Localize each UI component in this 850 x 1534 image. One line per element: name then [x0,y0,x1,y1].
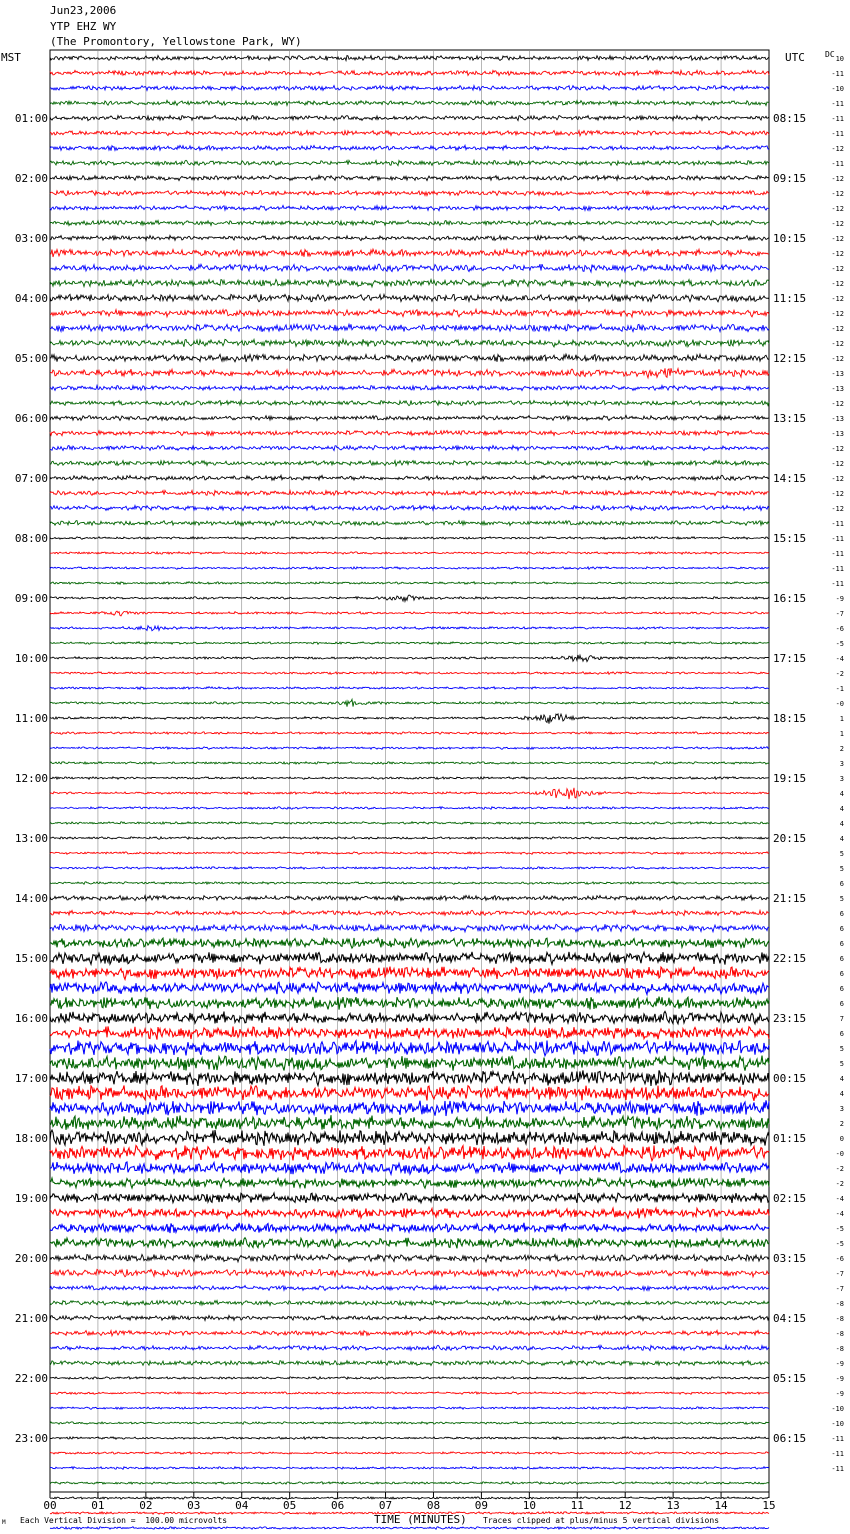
seismic-trace [50,1238,769,1249]
dc-offset-value: 6 [839,880,844,888]
seismic-trace [50,1392,769,1395]
dc-offset-value: -9 [835,1375,844,1383]
hour-label-mst: 17:00 [14,1072,48,1085]
x-tick-label: 14 [714,1499,728,1512]
hour-label-mst: 19:00 [14,1192,48,1205]
dc-offset-value: -11 [831,115,844,123]
seismic-trace [50,1301,769,1306]
hour-label-utc: 08:15 [773,112,807,125]
seismic-trace [50,1452,769,1455]
hour-label-mst: 09:00 [14,592,48,605]
seismic-trace [50,537,769,540]
corner-mark: M [2,1519,6,1526]
dc-offset-value: -11 [831,160,844,168]
x-axis-label: TIME (MINUTES) [374,1513,467,1526]
dc-offset-value: -12 [831,235,844,243]
seismic-trace [50,1026,769,1039]
dc-offset-value: -12 [831,175,844,183]
hour-label-mst: 21:00 [14,1312,48,1325]
hour-label-mst: 04:00 [14,292,48,305]
seismic-trace [50,1482,769,1485]
dc-offset-value: -11 [831,565,844,573]
hour-label-mst: 20:00 [14,1252,48,1265]
seismic-trace [50,714,769,724]
dc-offset-value: 6 [839,1030,844,1038]
hour-label-mst: 06:00 [14,412,48,425]
dc-offset-value: 4 [839,835,844,843]
seismic-trace [50,699,769,706]
dc-offset-value: 7 [839,1015,844,1023]
seismic-trace [50,506,769,511]
dc-offset-value: 4 [839,820,844,828]
dc-offset-value: -12 [831,250,844,258]
seismic-trace [50,867,769,870]
dc-offset-value: 5 [839,850,844,858]
seismic-trace [50,910,769,915]
seismic-trace [50,642,769,645]
hour-label-utc: 21:15 [773,892,807,905]
hour-label-utc: 04:15 [773,1312,807,1325]
seismic-trace [50,324,769,332]
seismic-trace [50,822,769,825]
seismic-trace [50,626,769,631]
dc-offset-value: 3 [839,775,844,783]
seismic-trace [50,567,769,570]
seismic-trace [50,837,769,840]
dc-offset-value: -13 [831,415,844,423]
seismic-trace [50,1286,769,1291]
left-timezone-label: MST [1,51,21,64]
dc-offset-value: 4 [839,790,844,798]
dc-offset-value: -8 [835,1345,844,1353]
seismic-trace [50,1178,769,1188]
seismic-trace [50,1146,769,1161]
station-name: YTP EHZ WY [50,20,117,33]
hour-label-mst: 14:00 [14,892,48,905]
seismic-trace [50,672,769,675]
seismic-trace [50,1115,769,1130]
dc-offset-value: 4 [839,805,844,813]
dc-offset-value: 4 [839,1075,844,1083]
seismic-trace [50,1041,769,1056]
dc-offset-value: -12 [831,190,844,198]
seismic-trace [50,339,769,347]
dc-offset-value: -12 [831,475,844,483]
dc-offset-value: 3 [839,760,844,768]
dc-offset-value: -10 [831,85,844,93]
seismic-trace [50,582,769,585]
hour-label-utc: 01:15 [773,1132,807,1145]
dc-offset-value: -1 [835,685,844,693]
right-timezone-label: UTC [785,51,805,64]
dc-offset-value: -10 [831,1405,844,1413]
seismic-trace [50,1130,769,1146]
seismic-trace [50,431,769,436]
seismic-trace [50,1497,769,1500]
seismic-trace [50,1011,769,1023]
seismic-trace [50,895,769,900]
seismic-trace [50,1056,769,1071]
dc-offset-value: 6 [839,910,844,918]
dc-offset-value: -2 [835,670,844,678]
seismic-trace [50,56,769,61]
dc-offset-value: -11 [831,100,844,108]
hour-label-mst: 23:00 [14,1432,48,1445]
seismic-trace [50,490,769,495]
hour-label-utc: 06:15 [773,1432,807,1445]
dc-offset-value: -12 [831,340,844,348]
dc-offset-value: 1 [839,715,844,723]
seismic-trace [50,1345,769,1350]
x-tick-label: 02 [139,1499,153,1512]
seismic-trace [50,206,769,211]
dc-offset-value: -2 [835,1165,844,1173]
dc-offset-value: -12 [831,265,844,273]
seismic-trace [50,100,769,105]
x-tick-label: 00 [43,1499,57,1512]
seismic-trace [50,1377,769,1380]
dc-offset-value: -7 [835,610,844,618]
dc-offset-value: -10 [831,1420,844,1428]
seismic-trace [50,595,769,601]
seismic-trace [50,279,769,287]
dc-offset-value: -4 [835,1210,844,1218]
hour-label-mst: 18:00 [14,1132,48,1145]
seismic-trace [50,611,769,616]
seismic-trace [50,1467,769,1470]
hour-label-utc: 18:15 [773,712,807,725]
dc-offset-value: -12 [831,295,844,303]
hour-label-mst: 08:00 [14,532,48,545]
dc-offset-value: -13 [831,430,844,438]
hour-label-mst: 16:00 [14,1012,48,1025]
hour-label-mst: 10:00 [14,652,48,665]
dc-offset-value: -0 [835,700,844,708]
seismic-trace [50,1254,769,1262]
hour-label-mst: 15:00 [14,952,48,965]
hour-label-utc: 09:15 [773,172,807,185]
seismic-trace [50,938,769,948]
seismic-trace [50,401,769,406]
dc-offset-value: -11 [831,1465,844,1473]
dc-offset-value: 5 [839,1060,844,1068]
dc-offset-value: -12 [831,220,844,228]
x-tick-label: 10 [522,1499,536,1512]
dc-offset-value: 3 [839,1105,844,1113]
hour-label-utc: 22:15 [773,952,807,965]
seismic-trace [50,924,769,932]
seismic-trace [50,1086,769,1101]
seismic-trace [50,552,769,555]
seismic-trace [50,807,769,810]
dc-offset-value: -7 [835,1285,844,1293]
dc-offset-value: 5 [839,1045,844,1053]
dc-offset-value: -9 [835,1390,844,1398]
dc-offset-value: -12 [831,280,844,288]
dc-offset-value: 2 [839,745,844,753]
seismic-trace [50,294,769,302]
dc-offset-value: -5 [835,1225,844,1233]
x-tick-label: 01 [91,1499,105,1512]
hour-label-utc: 03:15 [773,1252,807,1265]
hour-label-utc: 05:15 [773,1372,807,1385]
x-tick-label: 05 [283,1499,297,1512]
seismic-trace [50,354,769,362]
seismic-trace [50,882,769,885]
dc-offset-value: 6 [839,940,844,948]
seismic-trace [50,416,769,421]
x-tick-label: 07 [378,1499,393,1512]
x-tick-label: 04 [235,1499,249,1512]
dc-offset-value: 10 [835,55,844,63]
dc-offset-value: -13 [831,385,844,393]
hour-label-utc: 16:15 [773,592,807,605]
dc-offset-value: -12 [831,310,844,318]
hour-label-mst: 03:00 [14,232,48,245]
dc-offset-value: -5 [835,640,844,648]
dc-offset-value: -11 [831,550,844,558]
hour-label-mst: 11:00 [14,712,48,725]
dc-offset-value: -12 [831,460,844,468]
footer-scale-note: Each Vertical Division = 100.00 microvolts [20,1516,228,1525]
seismic-trace [50,176,769,181]
x-tick-label: 08 [426,1499,441,1512]
seismic-trace [50,1527,769,1530]
hour-label-utc: 11:15 [773,292,807,305]
seismic-trace [50,131,769,136]
dc-offset-value: -6 [835,1255,844,1263]
seismic-trace [50,1223,769,1233]
dc-offset-value: 6 [839,925,844,933]
dc-offset-value: 6 [839,970,844,978]
dc-offset-value: -5 [835,1240,844,1248]
dc-offset-value: -12 [831,400,844,408]
seismic-trace [50,1162,769,1174]
chart-date: Jun23,2006 [50,4,117,17]
hour-label-mst: 12:00 [14,772,48,785]
hour-label-utc: 20:15 [773,832,807,845]
hour-label-utc: 00:15 [773,1072,807,1085]
hour-label-mst: 01:00 [14,112,48,125]
hour-label-mst: 07:00 [14,472,48,485]
dc-offset-value: 1 [839,730,844,738]
seismic-trace [50,777,769,780]
seismic-trace [50,86,769,91]
station-location: (The Promontory, Yellowstone Park, WY) [50,35,302,48]
dc-offset-value: -11 [831,70,844,78]
hour-label-mst: 05:00 [14,352,48,365]
hour-label-utc: 10:15 [773,232,807,245]
seismic-trace [50,160,769,165]
dc-offset-label: DC [825,50,835,59]
dc-offset-value: -9 [835,1360,844,1368]
dc-offset-value: -12 [831,325,844,333]
seismic-trace [50,264,769,272]
dc-offset-value: -12 [831,445,844,453]
seismic-trace [50,1208,769,1218]
dc-offset-value: -12 [831,490,844,498]
seismic-trace [50,70,769,75]
dc-offset-value: -4 [835,655,844,663]
dc-offset-value: -12 [831,505,844,513]
hour-label-utc: 14:15 [773,472,807,485]
seismic-trace [50,1422,769,1425]
seismic-trace [50,1437,769,1440]
dc-offset-value: 4 [839,1090,844,1098]
seismic-trace [50,368,769,378]
dc-offset-value: -11 [831,580,844,588]
dc-offset-value: -8 [835,1330,844,1338]
seismic-trace [50,221,769,226]
seismic-trace [50,952,769,965]
hour-label-utc: 15:15 [773,532,807,545]
dc-offset-value: -12 [831,145,844,153]
hour-label-utc: 23:15 [773,1012,807,1025]
dc-offset-value: 2 [839,1120,844,1128]
hour-label-mst: 13:00 [14,832,48,845]
dc-offset-value: 0 [839,1135,844,1143]
dc-offset-value: -11 [831,1450,844,1458]
seismic-trace [50,521,769,526]
plot-frame [50,50,769,1492]
hour-label-mst: 02:00 [14,172,48,185]
seismic-trace [50,1070,769,1086]
seismic-trace [50,249,769,257]
seismic-trace [50,1361,769,1366]
dc-offset-value: -12 [831,205,844,213]
seismic-trace [50,747,769,750]
dc-offset-value: -8 [835,1315,844,1323]
hour-label-utc: 12:15 [773,352,807,365]
seismic-trace [50,852,769,855]
seismic-trace [50,732,769,735]
x-tick-label: 03 [187,1499,201,1512]
dc-offset-value: -6 [835,625,844,633]
seismic-trace [50,1193,769,1203]
dc-offset-value: -11 [831,535,844,543]
x-tick-label: 11 [570,1499,584,1512]
seismic-trace [50,236,769,241]
dc-offset-value: 6 [839,1000,844,1008]
x-tick-label: 09 [474,1499,489,1512]
seismic-trace [50,309,769,317]
dc-offset-value: -9 [835,595,844,603]
dc-offset-value: -4 [835,1195,844,1203]
hour-label-mst: 22:00 [14,1372,48,1385]
dc-offset-value: 5 [839,865,844,873]
hour-label-utc: 13:15 [773,412,807,425]
dc-offset-value: 5 [839,895,844,903]
seismic-trace [50,446,769,451]
x-tick-label: 12 [618,1499,632,1512]
dc-offset-value: -11 [831,520,844,528]
seismic-trace [50,1269,769,1277]
seismic-trace [50,145,769,150]
seismic-trace [50,655,769,662]
seismic-trace [50,1407,769,1410]
dc-offset-value: -11 [831,130,844,138]
footer-clip-note: Traces clipped at plus/minus 5 vertical divisions [483,1516,720,1525]
seismic-trace [50,1100,769,1116]
seismic-trace [50,762,769,765]
dc-offset-value: -7 [835,1270,844,1278]
seismic-trace [50,1316,769,1321]
dc-offset-value: 6 [839,955,844,963]
seismic-trace [50,386,769,391]
seismic-trace [50,191,769,196]
seismic-trace [50,967,769,980]
dc-offset-value: -12 [831,355,844,363]
hour-label-utc: 19:15 [773,772,807,785]
hour-label-utc: 17:15 [773,652,807,665]
x-tick-label: 06 [330,1499,345,1512]
x-tick-label: 13 [666,1499,680,1512]
hour-label-utc: 02:15 [773,1192,807,1205]
dc-offset-value: -11 [831,1435,844,1443]
x-tick-label: 15 [762,1499,776,1512]
seismic-trace [50,687,769,690]
dc-offset-value: -13 [831,370,844,378]
dc-offset-value: -8 [835,1300,844,1308]
dc-offset-value: -0 [835,1150,844,1158]
dc-offset-value: -2 [835,1180,844,1188]
seismic-trace [50,475,769,480]
dc-offset-value: 6 [839,985,844,993]
seismic-trace [50,997,769,1010]
seismic-trace [50,788,769,799]
seismic-trace [50,116,769,121]
seismic-trace [50,460,769,465]
seismic-trace [50,1330,769,1335]
seismic-trace [50,982,769,995]
